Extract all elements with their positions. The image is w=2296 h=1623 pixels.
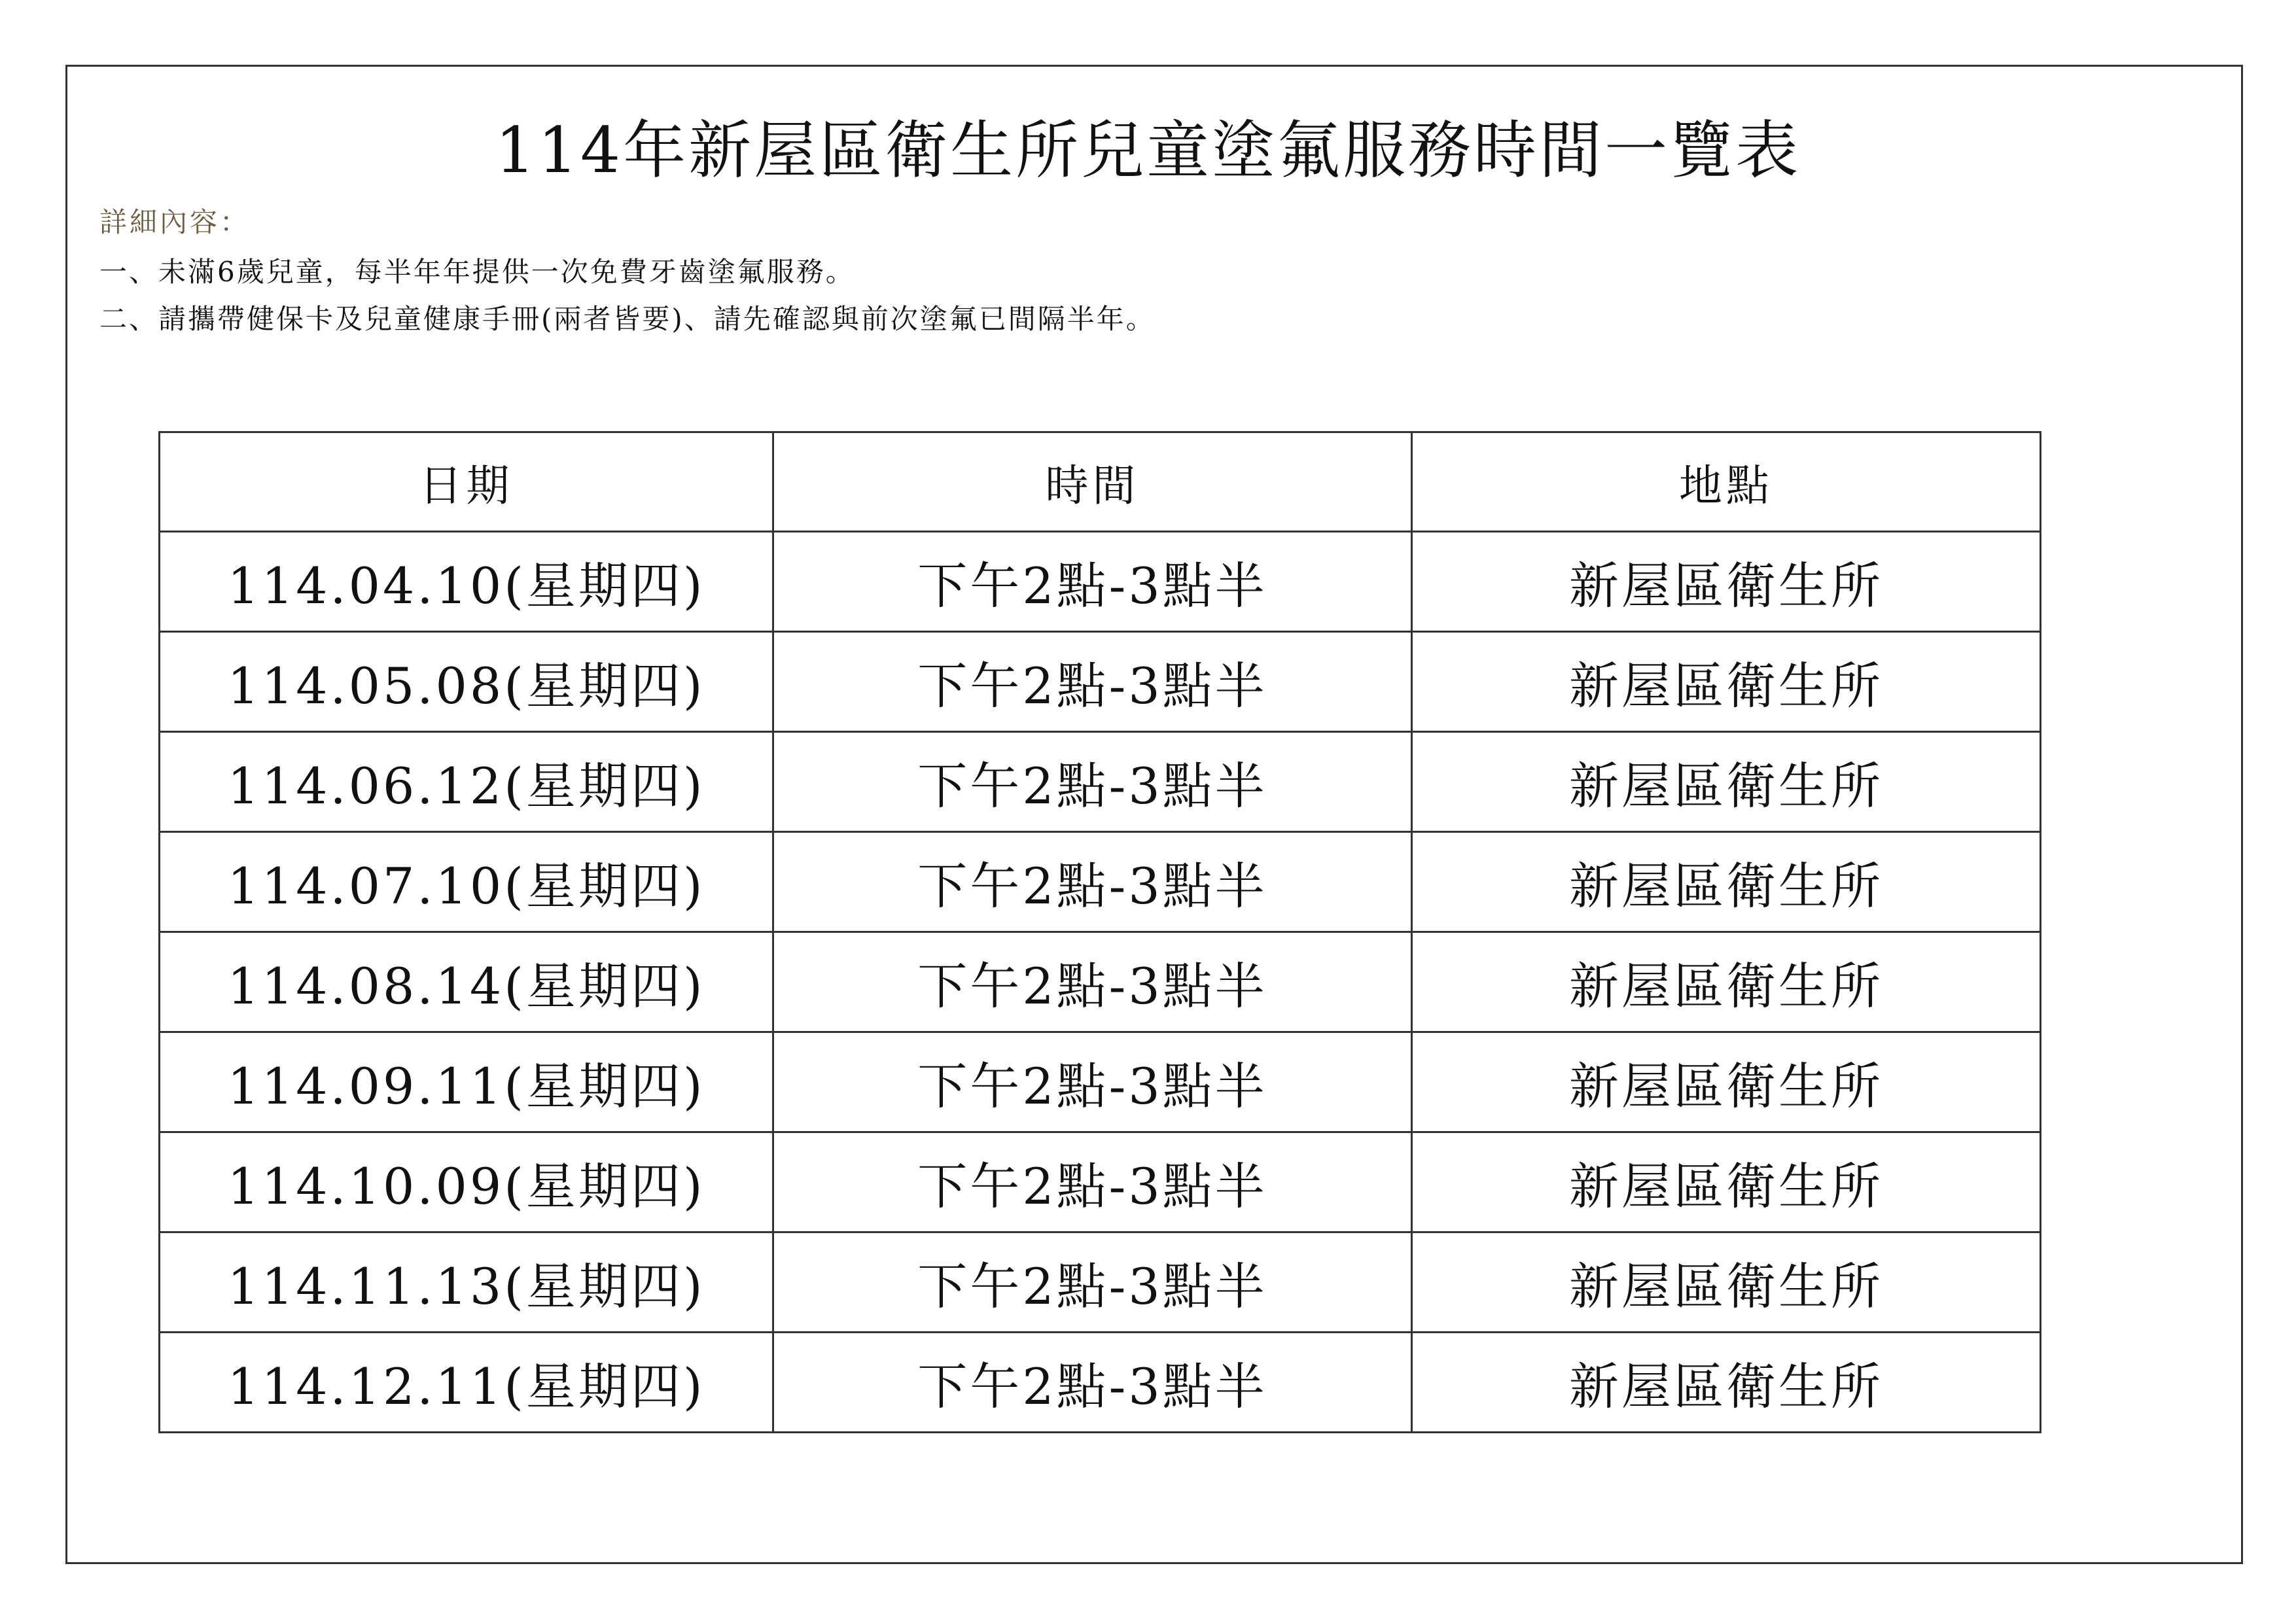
date-cell: 114.06.12(星期四) bbox=[160, 732, 773, 832]
place-cell: 新屋區衛生所 bbox=[1412, 1333, 2041, 1433]
note-item-1: 一、未滿6歲兒童，每半年年提供一次免費牙齒塗氟服務。 bbox=[99, 256, 855, 288]
place-cell: 新屋區衛生所 bbox=[1412, 632, 2041, 732]
place-cell: 新屋區衛生所 bbox=[1412, 832, 2041, 932]
date-cell: 114.07.10(星期四) bbox=[160, 832, 773, 932]
time-cell: 下午2點-3點半 bbox=[773, 1132, 1412, 1232]
notes-heading: 詳細內容： bbox=[99, 206, 251, 238]
place-cell: 新屋區衛生所 bbox=[1412, 732, 2041, 832]
date-cell: 114.08.14(星期四) bbox=[160, 932, 773, 1032]
schedule-table bbox=[158, 431, 2041, 1433]
note-item-2: 二、請攜帶健保卡及兒童健康手冊(兩者皆要)、請先確認與前次塗氟已間隔半年。 bbox=[99, 303, 1156, 335]
date-cell: 114.09.11(星期四) bbox=[160, 1032, 773, 1132]
table-row bbox=[160, 1032, 2041, 1132]
place-cell: 新屋區衛生所 bbox=[1412, 1032, 2041, 1132]
date-cell: 114.10.09(星期四) bbox=[160, 1132, 773, 1232]
header-time: 時間 bbox=[773, 432, 1412, 532]
header-date: 日期 bbox=[160, 432, 773, 532]
time-cell: 下午2點-3點半 bbox=[773, 532, 1412, 632]
document-title: 114年新屋區衛生所兒童塗氟服務時間一覽表 bbox=[495, 114, 1801, 187]
place-cell: 新屋區衛生所 bbox=[1412, 1232, 2041, 1333]
place-cell: 新屋區衛生所 bbox=[1412, 1132, 2041, 1232]
table-row bbox=[160, 532, 2041, 632]
date-cell: 114.12.11(星期四) bbox=[160, 1333, 773, 1433]
place-cell: 新屋區衛生所 bbox=[1412, 532, 2041, 632]
table-row bbox=[160, 832, 2041, 932]
table-row bbox=[160, 1132, 2041, 1232]
time-cell: 下午2點-3點半 bbox=[773, 1232, 1412, 1333]
time-cell: 下午2點-3點半 bbox=[773, 1333, 1412, 1433]
table-row bbox=[160, 632, 2041, 732]
table-row bbox=[160, 1333, 2041, 1433]
header-place: 地點 bbox=[1412, 432, 2041, 532]
table-row bbox=[160, 932, 2041, 1032]
date-cell: 114.04.10(星期四) bbox=[160, 532, 773, 632]
table-row bbox=[160, 732, 2041, 832]
place-cell: 新屋區衛生所 bbox=[1412, 932, 2041, 1032]
date-cell: 114.05.08(星期四) bbox=[160, 632, 773, 732]
time-cell: 下午2點-3點半 bbox=[773, 632, 1412, 732]
time-cell: 下午2點-3點半 bbox=[773, 932, 1412, 1032]
table-row bbox=[160, 1232, 2041, 1333]
time-cell: 下午2點-3點半 bbox=[773, 1032, 1412, 1132]
time-cell: 下午2點-3點半 bbox=[773, 732, 1412, 832]
date-cell: 114.11.13(星期四) bbox=[160, 1232, 773, 1333]
time-cell: 下午2點-3點半 bbox=[773, 832, 1412, 932]
table-header-row bbox=[160, 432, 2041, 532]
